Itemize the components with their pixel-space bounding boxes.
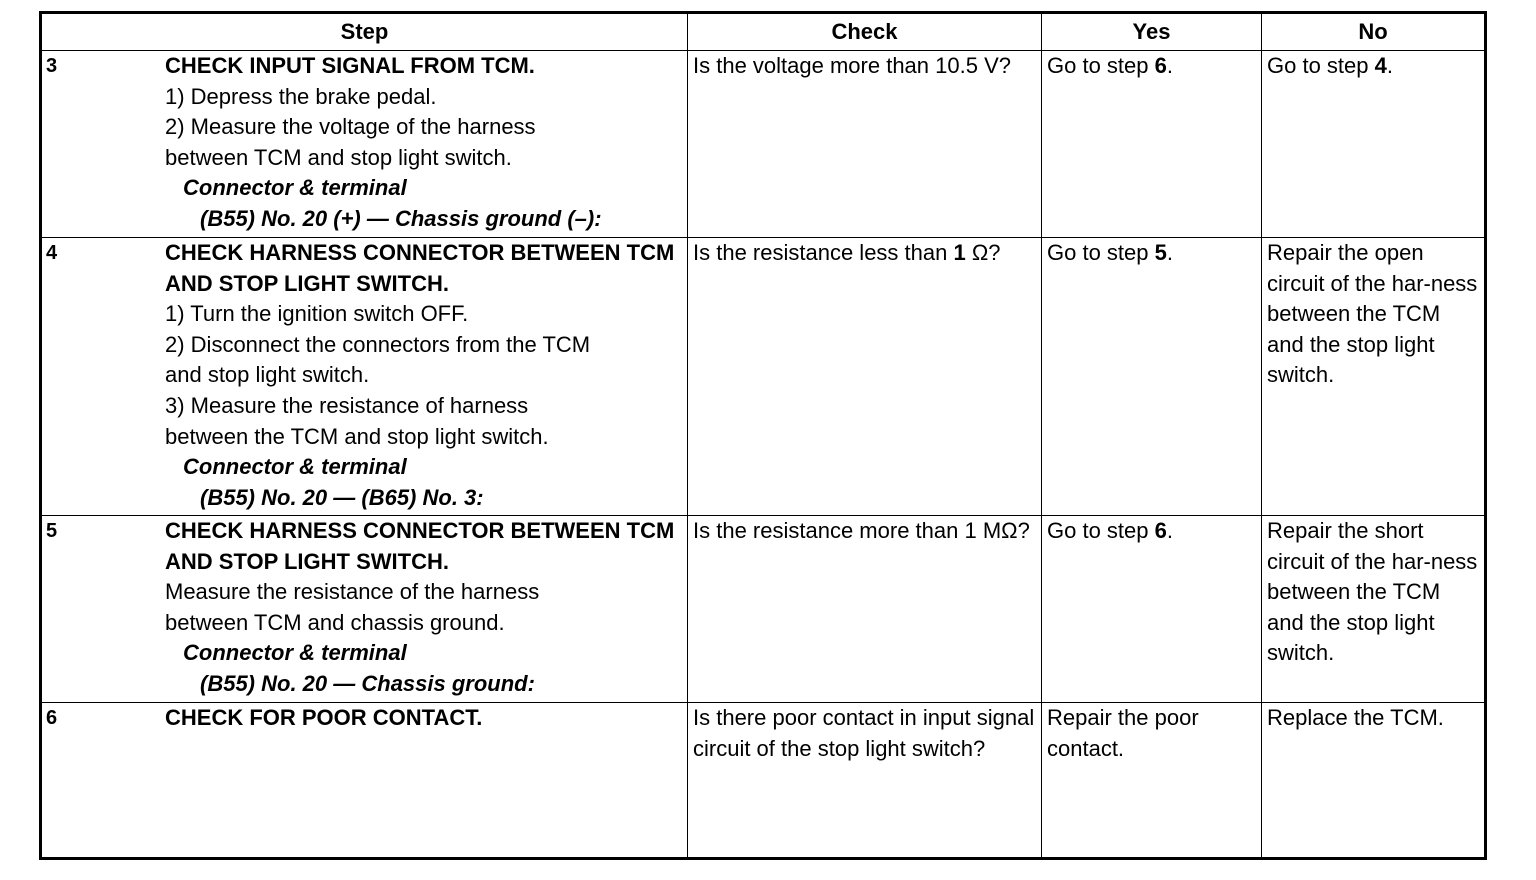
no-text: Go to step 4. <box>1267 53 1393 78</box>
table-row <box>41 703 1486 859</box>
connector-value: (B55) No. 20 (+) — Chassis ground (–): <box>200 205 602 231</box>
check-text: Is the resistance more than 1 MΩ? <box>693 518 1030 543</box>
step-title: CHECK INPUT SIGNAL FROM TCM. <box>165 53 535 78</box>
header-step: Step <box>41 13 688 51</box>
no-cell <box>1262 238 1486 516</box>
check-cell <box>688 516 1042 703</box>
connector-label: Connector & terminal <box>183 454 407 480</box>
step-number: 3 <box>46 55 58 77</box>
no-cell <box>1262 703 1486 859</box>
connector-label: Connector & terminal <box>183 175 407 201</box>
diagnostic-table <box>39 11 1487 860</box>
yes-text: Go to step 6. <box>1047 53 1173 78</box>
yes-cell <box>1042 51 1262 238</box>
check-text: Is the resistance less than 1 Ω? <box>693 240 1001 265</box>
table-row <box>41 516 1486 703</box>
header-check: Check <box>688 13 1042 51</box>
no-cell <box>1262 516 1486 703</box>
step-instruction: between the TCM and stop light switch. <box>165 423 549 449</box>
step-cell <box>41 703 688 859</box>
step-instruction: 2) Measure the voltage of the harness <box>165 114 536 140</box>
header-yes: Yes <box>1042 13 1262 51</box>
step-instruction: between TCM and chassis ground. <box>165 609 505 635</box>
check-text: Is the voltage more than 10.5 V? <box>693 53 1011 78</box>
connector-value: (B55) No. 20 — Chassis ground: <box>200 670 535 696</box>
yes-text: Repair the poor contact. <box>1047 705 1199 761</box>
step-instruction: and stop light switch. <box>165 362 370 388</box>
step-instruction: 1) Depress the brake pedal. <box>165 83 437 109</box>
no-text: Replace the TCM. <box>1267 705 1444 730</box>
step-title: CHECK HARNESS CONNECTOR BETWEEN TCM AND STOP LIGHT SWITCH. <box>165 240 675 296</box>
step-instruction: Measure the resistance of the harness <box>165 579 540 605</box>
check-cell <box>688 703 1042 859</box>
step-instruction: 2) Disconnect the connectors from the TCM <box>165 331 591 357</box>
yes-text: Go to step 6. <box>1047 518 1173 543</box>
table-row <box>41 51 1486 238</box>
check-text: Is there poor contact in input signal circuit of the stop light switch? <box>693 705 1035 761</box>
connector-label: Connector & terminal <box>183 640 407 666</box>
step-instruction: between TCM and stop light switch. <box>165 144 512 170</box>
no-text: Repair the open circuit of the har-ness between the TCM and the stop light switch. <box>1267 240 1478 388</box>
step-cell <box>41 238 688 516</box>
check-cell <box>688 51 1042 238</box>
step-number: 5 <box>46 520 58 542</box>
table-row <box>41 238 1486 516</box>
no-text: Repair the short circuit of the har-ness between the TCM and the stop light switch. <box>1267 518 1478 666</box>
no-cell <box>1262 51 1486 238</box>
yes-cell <box>1042 703 1262 859</box>
yes-text: Go to step 5. <box>1047 240 1173 265</box>
header-row <box>41 13 1486 51</box>
step-instruction: 1) Turn the ignition switch OFF. <box>165 301 469 327</box>
check-cell <box>688 238 1042 516</box>
header-no: No <box>1262 13 1486 51</box>
step-cell <box>41 51 688 238</box>
step-number: 4 <box>46 242 58 264</box>
step-title: CHECK FOR POOR CONTACT. <box>165 705 483 730</box>
yes-cell <box>1042 516 1262 703</box>
step-number: 6 <box>46 707 58 729</box>
step-instruction: 3) Measure the resistance of harness <box>165 392 529 418</box>
step-title: CHECK HARNESS CONNECTOR BETWEEN TCM AND STOP LIGHT SWITCH. <box>165 518 675 574</box>
yes-cell <box>1042 238 1262 516</box>
step-cell <box>41 516 688 703</box>
connector-value: (B55) No. 20 — (B65) No. 3: <box>200 484 484 510</box>
